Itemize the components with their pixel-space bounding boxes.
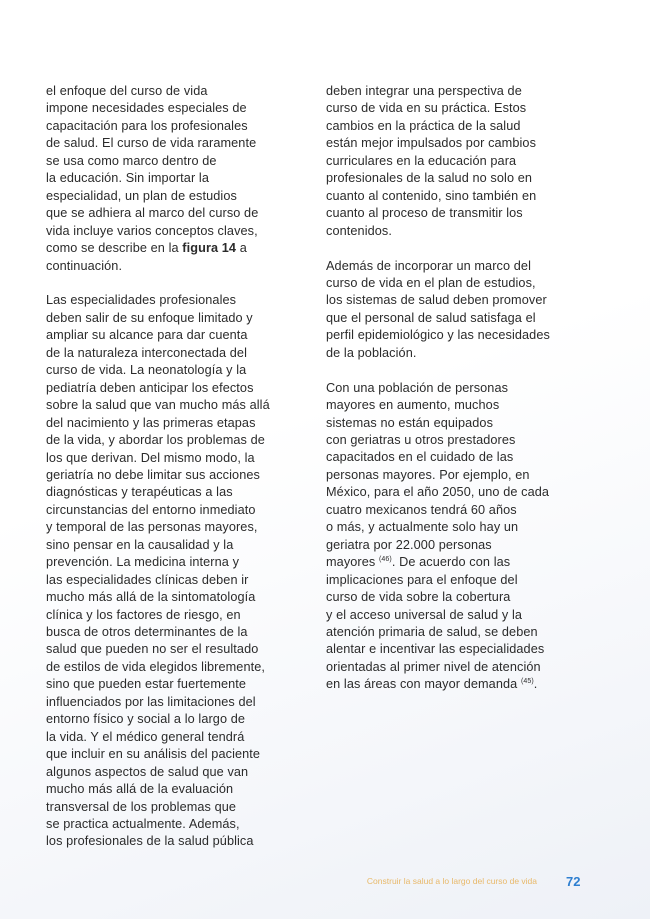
text-line: circunstancias del entorno inmediato bbox=[46, 502, 256, 517]
text-line: y temporal de las personas mayores, bbox=[46, 520, 258, 535]
text-line: mucho más allá de la sintomatología bbox=[46, 590, 256, 605]
text-line: se usa como marco dentro de bbox=[46, 153, 217, 168]
text-line: perfil epidemiológico y las necesidades bbox=[326, 328, 550, 343]
text-line: pediatría deben anticipar los efectos bbox=[46, 380, 254, 395]
figure-reference: figura 14 bbox=[182, 241, 237, 256]
text-line: alentar e incentivar las especialidades bbox=[326, 642, 545, 657]
text-line: Con una población de personas bbox=[326, 380, 509, 395]
text-line: Las especialidades profesionales bbox=[46, 293, 237, 308]
text-line: con geriatras u otros prestadores bbox=[326, 433, 516, 448]
text-line: cuanto al contenido, sino también en bbox=[326, 188, 537, 203]
text-line: sino que pueden estar fuertemente bbox=[46, 677, 247, 692]
text-fragment: . bbox=[533, 677, 538, 692]
text-line: entorno físico y social a lo largo de bbox=[46, 712, 246, 727]
text-line: prevención. La medicina interna y bbox=[46, 555, 240, 570]
text-fragment: a bbox=[236, 241, 247, 256]
text-line: personas mayores. Por ejemplo, en bbox=[326, 467, 530, 482]
text-line: geriatra por 22.000 personas bbox=[326, 537, 492, 552]
left-column bbox=[46, 83, 304, 851]
text-line: capacitación para los profesionales bbox=[46, 118, 248, 133]
text-line: curso de vida sobre la cobertura bbox=[326, 590, 511, 605]
text-line: profesionales de la salud no solo en bbox=[326, 171, 533, 186]
text-line: algunos aspectos de salud que van bbox=[46, 764, 249, 779]
text-line: mucho más allá de la evaluación bbox=[46, 782, 234, 797]
text-line: deben integrar una perspectiva de bbox=[326, 84, 522, 98]
right-column bbox=[326, 83, 590, 694]
text-line: contenidos. bbox=[326, 223, 392, 238]
text-line: se practica actualmente. Además, bbox=[46, 817, 240, 832]
left-paragraph-2 bbox=[46, 292, 304, 851]
text-line: clínica y los factores de riesgo, en bbox=[46, 607, 241, 622]
text-line-with-figure-ref bbox=[46, 240, 304, 257]
paragraph-gap bbox=[326, 240, 590, 257]
text-line: sistemas no están equipados bbox=[326, 415, 494, 430]
text-line: la vida. Y el médico general tendrá bbox=[46, 729, 245, 744]
text-line: el enfoque del curso de vida bbox=[46, 84, 208, 98]
text-line: continuación. bbox=[46, 258, 123, 273]
text-line: que el personal de salud satisfaga el bbox=[326, 310, 536, 325]
paragraph-gap bbox=[46, 275, 304, 292]
citation-45: (45) bbox=[520, 678, 534, 686]
text-fragment: . De acuerdo con las bbox=[391, 555, 511, 570]
text-line: vida incluye varios conceptos claves, bbox=[46, 223, 258, 238]
text-line: curriculares en la educación para bbox=[326, 153, 517, 168]
paragraph-gap bbox=[326, 362, 590, 379]
text-line: impone necesidades especiales de bbox=[46, 101, 247, 116]
text-line: están mejor impulsados por cambios bbox=[326, 136, 537, 151]
text-line: orientadas al primer nivel de atención bbox=[326, 659, 541, 674]
text-line: de la naturaleza interconectada del bbox=[46, 345, 247, 360]
text-line: ampliar su alcance para dar cuenta bbox=[46, 328, 248, 343]
text-line: deben salir de su enfoque limitado y bbox=[46, 310, 253, 325]
text-line-with-citation bbox=[326, 554, 590, 571]
text-line: del nacimiento y las primeras etapas bbox=[46, 415, 256, 430]
text-line: de la población. bbox=[326, 345, 417, 360]
right-paragraph-1 bbox=[326, 83, 590, 240]
page-number: 72 bbox=[566, 874, 581, 889]
text-line: la educación. Sin importar la bbox=[46, 171, 209, 186]
text-line: transversal de los problemas que bbox=[46, 799, 237, 814]
text-line: capacitados en el cuidado de las bbox=[326, 450, 514, 465]
text-line: salud que pueden no ser el resultado bbox=[46, 642, 259, 657]
text-line: mayores en aumento, muchos bbox=[326, 398, 500, 413]
text-line: que incluir en su análisis del paciente bbox=[46, 747, 261, 762]
text-line: influenciados por las limitaciones del bbox=[46, 694, 256, 709]
text-line: curso de vida en su práctica. Estos bbox=[326, 101, 527, 116]
text-fragment: como se describe en la bbox=[46, 241, 183, 256]
text-line: cuatro mexicanos tendrá 60 años bbox=[326, 502, 517, 517]
left-paragraph-1 bbox=[46, 83, 304, 275]
text-line: que se adhiera al marco del curso de bbox=[46, 206, 259, 221]
running-title: Construir la salud a lo largo del curso de vida bbox=[366, 876, 537, 886]
text-line: sobre la salud que van mucho más allá bbox=[46, 398, 270, 413]
page-footer bbox=[0, 874, 650, 890]
text-line: cuanto al proceso de transmitir los bbox=[326, 206, 523, 221]
right-paragraph-3 bbox=[326, 380, 590, 694]
text-line: atención primaria de salud, se deben bbox=[326, 625, 538, 640]
text-fragment: mayores bbox=[326, 555, 379, 570]
text-line: y el acceso universal de salud y la bbox=[326, 607, 523, 622]
text-line: geriatría no debe limitar sus acciones bbox=[46, 467, 260, 482]
text-line: de salud. El curso de vida raramente bbox=[46, 136, 257, 151]
text-line: o más, y actualmente solo hay un bbox=[326, 520, 519, 535]
text-line: especialidad, un plan de estudios bbox=[46, 188, 237, 203]
text-line: curso de vida. La neonatología y la bbox=[46, 363, 247, 378]
text-line: los que derivan. Del mismo modo, la bbox=[46, 450, 255, 465]
text-line: Además de incorporar un marco del bbox=[326, 258, 531, 273]
text-line: de la vida, y abordar los problemas de bbox=[46, 433, 265, 448]
text-line: busca de otros determinantes de la bbox=[46, 625, 248, 640]
text-line: curso de vida en el plan de estudios, bbox=[326, 275, 536, 290]
text-line: los profesionales de la salud pública bbox=[46, 834, 254, 849]
text-line: México, para el año 2050, uno de cada bbox=[326, 485, 550, 500]
text-fragment: en las áreas con mayor demanda bbox=[326, 677, 521, 692]
text-line: cambios en la práctica de la salud bbox=[326, 118, 521, 133]
right-paragraph-2 bbox=[326, 258, 590, 363]
text-line: implicaciones para el enfoque del bbox=[326, 572, 518, 587]
text-line: diagnósticas y terapéuticas a las bbox=[46, 485, 233, 500]
text-line: los sistemas de salud deben promover bbox=[326, 293, 547, 308]
text-line-with-citation bbox=[326, 676, 590, 693]
text-line: de estilos de vida elegidos libremente, bbox=[46, 659, 266, 674]
text-line: las especialidades clínicas deben ir bbox=[46, 572, 249, 587]
text-line: sino pensar en la causalidad y la bbox=[46, 537, 234, 552]
citation-46: (46) bbox=[378, 556, 392, 564]
